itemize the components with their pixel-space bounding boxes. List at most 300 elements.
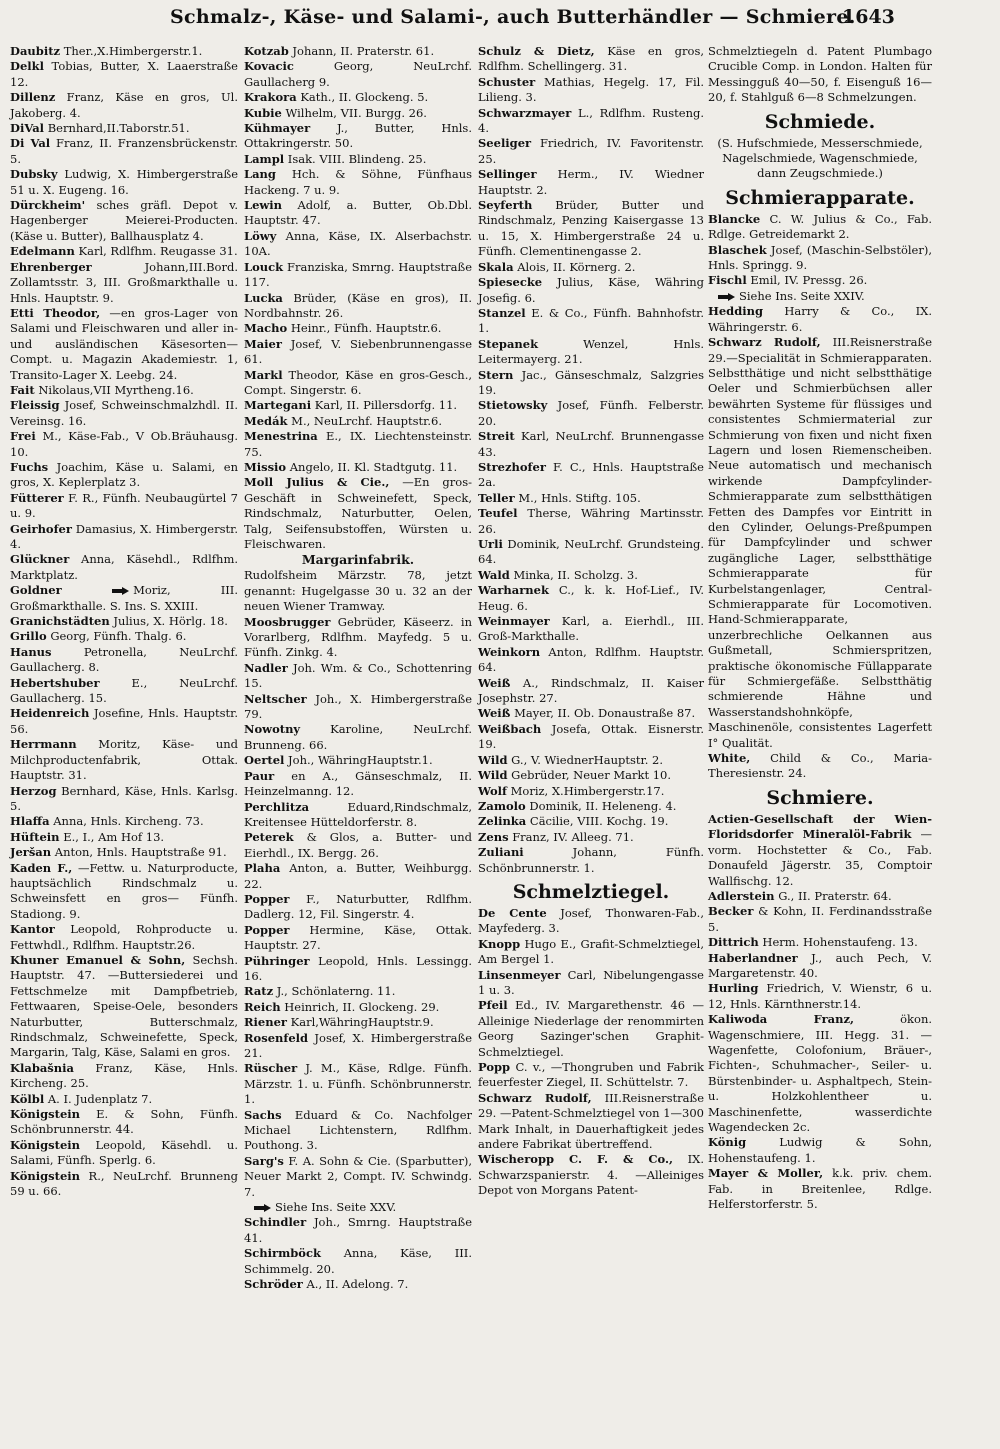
entry-name: Lampl <box>244 151 285 166</box>
directory-entry: Rudolfsheim Märzstr. 78, jetzt genannt: Hugelgasse 30 u. 32 an der neuen Wiener Tramway. <box>244 568 472 614</box>
entry-name: Glückner <box>10 552 70 567</box>
entry-text: Jac., Gänseschmalz, Salzgries 19. <box>478 367 704 397</box>
entry-name: Zamolo <box>478 798 526 813</box>
entry-name: Moll Julius & Cie., <box>244 475 390 490</box>
directory-entry <box>478 398 704 429</box>
entry-text: Dominik, NeuLrchf. Grundsteing. 64. <box>478 537 704 567</box>
entry-name: Granichstädten <box>10 614 110 629</box>
directory-entry <box>10 784 238 815</box>
entry-text: Karl, Rdlfhm. Reugasse 31. <box>78 244 238 259</box>
directory-entry <box>244 830 472 861</box>
directory-entry: Schmelztiegeln d. Patent Plumbago Crucible Comp. in London. Halten für Messingguß 40—50, f. Eisenguß 16—20, f. Stahlguß 6—8 Schmelzungen. <box>708 44 932 105</box>
entry-text: Johann, Fünfh. Schönbrunnerstr. 1. <box>478 845 704 875</box>
directory-entry <box>478 506 704 537</box>
directory-entry <box>478 368 704 399</box>
entry-text: Leopold, Hnls. Lessingg. 16. <box>244 953 472 983</box>
entry-text: Ther.,X.Himbergerstr.1. <box>63 44 203 58</box>
entry-name: König <box>708 1135 747 1150</box>
entry-name: Popper <box>244 891 290 906</box>
directory-entry <box>708 889 932 904</box>
entry-name: Fait <box>10 382 35 397</box>
entry-text: Karoline, NeuLrchf. Brunneng. 66. <box>244 722 472 752</box>
entry-text: Anna, Käsehdl., Rdlfhm. Marktplatz. <box>10 552 239 582</box>
entry-name: Peterek <box>244 830 294 845</box>
entry-text: & Glos, a. Butter- und Eierhdl., IX. Bergg. 26. <box>244 830 473 860</box>
entry-text: Josef, V. Siebenbrunnengasse 61. <box>244 336 473 367</box>
entry-text: Karl, a. Eierhdl., III. Groß-Markthalle. <box>478 614 704 644</box>
directory-entry <box>478 753 704 768</box>
entry-text: Käse en gros, Rdlfhm. Schellingerg. 31. <box>478 44 704 74</box>
entry-name: Fuchs <box>10 459 49 474</box>
directory-entry <box>244 59 472 90</box>
entry-name: Wild <box>478 752 508 767</box>
entry-text: Bernhard,II.Taborstr.51. <box>47 121 190 136</box>
directory-entry <box>10 460 238 491</box>
entry-text: C., k. k. Hof-Lief., IV. Heug. 6. <box>478 583 705 613</box>
entry-text: F. A. Sohn & Cie. (Sparbutter), Neuer Markt 2, Compt. IV. Schwindg. 7. <box>244 1153 472 1199</box>
directory-entry <box>10 398 238 429</box>
entry-name: Linsenmeyer <box>478 967 561 982</box>
entry-text: Mayer, II. Ob. Donaustraße 87. <box>514 706 696 721</box>
entry-name: Popp <box>478 1060 511 1074</box>
entry-name: Dittrich <box>708 935 759 950</box>
directory-entry <box>478 1152 704 1198</box>
entry-text: Eduard & Co. Nachfolger Michael Lichtenstern, Rdlfhm. Pouthong. 3. <box>244 1107 472 1153</box>
directory-entry <box>244 337 472 368</box>
directory-entry <box>10 1092 238 1107</box>
entry-name: Haberlandner <box>708 950 798 965</box>
directory-entry <box>244 1108 472 1154</box>
directory-entry <box>244 1015 472 1030</box>
entry-text: sches gräfl. Depot v. Hagenberger Meierei-Producten. (Käse u. Butter), Ballhausplatz 4. <box>10 198 239 243</box>
entry-text: Theodor, Käse en gros-Gesch., Compt. Singerstr. 6. <box>244 367 473 397</box>
entry-name: Geirhofer <box>10 521 72 536</box>
entry-name: Oertel <box>244 753 285 768</box>
entry-text: Bernhard, Käse, Hnls. Karlsg. 5. <box>10 783 238 813</box>
entry-text: Josefine, Hnls. Hauptstr. 56. <box>10 706 239 736</box>
entry-name: Wolf <box>478 783 507 798</box>
directory-entry <box>10 922 238 953</box>
directory-entry <box>478 937 704 968</box>
directory-entry <box>10 1107 238 1138</box>
entry-name: Dürckheim' <box>10 198 86 213</box>
directory-entry <box>244 769 472 800</box>
entry-text: Leopold, Rohproducte u. Fettwhdl., Rdlfhm. Hauptstr.26. <box>10 922 238 952</box>
directory-entry <box>244 1154 472 1200</box>
directory-entry <box>10 614 238 629</box>
entry-text: Franziska, Smrng. Hauptstraße 117. <box>244 259 473 290</box>
entry-text: Friedrich, V. Wienstr, 6 u. 12, Hnls. Kärnthnerstr.14. <box>708 981 933 1011</box>
entry-text: Siehe Ins. Seite XXIV. <box>739 288 865 303</box>
directory-entry <box>10 583 238 614</box>
entry-text: Hermine, Käse, Ottak. Hauptstr. 27. <box>244 922 473 953</box>
directory-entry <box>478 136 704 167</box>
directory-entry <box>478 260 704 275</box>
entry-text: J., Schönlaterng. 11. <box>276 984 396 999</box>
entry-name: Weiß <box>478 706 511 721</box>
directory-entry <box>10 260 238 306</box>
entry-name: Lucka <box>244 290 283 305</box>
entry-name: Weiß <box>478 675 511 690</box>
directory-entry <box>244 106 472 121</box>
directory-entry <box>478 676 704 707</box>
entry-text: Heinr., Fünfh. Hauptstr.6. <box>290 321 442 336</box>
directory-entry <box>244 260 472 291</box>
directory-entry <box>10 845 238 860</box>
entry-name: Löwy <box>244 228 277 243</box>
entry-text: Herm. Hohenstaufeng. 13. <box>762 935 918 950</box>
directory-entry <box>244 1000 472 1015</box>
directory-entry <box>478 722 704 753</box>
entry-text: E., I., Am Hof 13. <box>63 829 165 844</box>
directory-entry <box>10 522 238 553</box>
entry-name: Hurling <box>708 981 759 996</box>
entry-name: Hedding <box>708 304 764 319</box>
entry-text: Johann,III.Bord. Zollamtsstr. 3, III. Großmarkthalle u. Hnls. Hauptstr. 9. <box>10 259 238 305</box>
directory-entry <box>708 1166 932 1212</box>
entry-text: IX. Schwarzspanierstr. 4. —Alleiniges Depot von Morgans Patent- <box>478 1152 704 1198</box>
entry-text: C. v., —Thongruben und Fabrik feuerfester Ziegel, II. Schüttelstr. 7. <box>478 1060 705 1090</box>
entry-text: —Fettw. u. Naturproducte, hauptsächlich Rindschmalz u. Schweinsfett en gros— Fünfh. Stadiong. 9. <box>10 860 239 921</box>
entry-text: Ludwig & Sohn, Hohenstaufeng. 1. <box>708 1135 933 1165</box>
entry-name: Schirmböck <box>244 1246 321 1261</box>
entry-text: Therse, Währing Martinsstr. 26. <box>478 506 704 536</box>
directory-entry <box>478 968 704 999</box>
entry-text: Julius, Käse, Währing Josefig. 6. <box>478 275 704 305</box>
entry-name: White, <box>708 751 751 766</box>
entry-name: Stietowsky <box>478 398 548 413</box>
entry-name: Krakora <box>244 90 297 105</box>
entry-text: Josefa, Ottak. Eisnerstr. 19. <box>478 721 704 752</box>
directory-entry <box>478 614 704 645</box>
entry-text: Josef, X. Himbergerstraße 21. <box>244 1030 473 1060</box>
directory-entry <box>478 75 704 106</box>
entry-name: Hüftein <box>10 829 60 844</box>
entry-text: Karl,WähringHauptstr.9. <box>290 1015 434 1030</box>
directory-entry <box>708 1135 932 1166</box>
entry-text: E., NeuLrchf. Gaullacherg. 15. <box>10 675 238 706</box>
entry-text: E. & Sohn, Fünfh. Schönbrunnerstr. 44. <box>10 1107 238 1137</box>
entry-name: Rosenfeld <box>244 1030 309 1045</box>
entry-text: Sechsh. Hauptstr. 47. —Buttersiederei und Fettschmelze mit Dampfbetrieb, Fettwaaren, Speise-Oele, besonders Naturbutter, Butterschmalz, Rindschmalz, Schweinefette, Speck, Margarin, Talg, Käse, Salami en gros. <box>10 952 238 1060</box>
entry-name: Adlerstein <box>708 888 775 903</box>
directory-entry <box>478 275 704 306</box>
entry-name: Schröder <box>244 1277 303 1292</box>
entry-name: Kantor <box>10 922 55 937</box>
entry-name: Rüscher <box>244 1061 298 1076</box>
entry-text: Wenzel, Hnls. Leitermayerg. 21. <box>478 336 705 367</box>
entry-name: Weinmayer <box>478 614 550 629</box>
directory-entry <box>10 830 238 845</box>
entry-text: Kath., II. Glockeng. 5. <box>300 90 429 105</box>
directory-entry <box>244 475 472 552</box>
entry-text: Damasius, X. Himbergerstr. 4. <box>10 521 239 551</box>
entry-name: Königstein <box>10 1168 81 1183</box>
entry-name: Delkl <box>10 59 44 74</box>
entry-name: Daubitz <box>10 44 61 58</box>
entry-text: Anna, Käse, IX. Alserbachstr. 10A. <box>244 228 472 259</box>
directory-entry <box>244 954 472 985</box>
directory-entry <box>708 904 932 935</box>
directory-entry <box>478 784 704 799</box>
entry-name: Schwarzmayer <box>478 105 572 120</box>
directory-entry <box>478 645 704 676</box>
entry-text: Anna, Hnls. Kircheng. 73. <box>53 814 204 829</box>
section-heading: Schmiede. <box>764 110 876 133</box>
entry-text: Joachim, Käse u. Salami, en gros, X. Keplerplatz 3. <box>10 459 238 490</box>
directory-entry <box>10 306 238 383</box>
section-note: (S. Hufschmiede, Messerschmiede, Nagelschmiede, Wagenschmiede, dann Zeugschmiede.) <box>717 135 923 181</box>
entry-name: Paur <box>244 768 275 783</box>
entry-name: Edelmann <box>10 244 75 259</box>
entry-text: Ludwig, X. Himbergerstraße 51 u. X. Eugeng. 16. <box>10 167 239 197</box>
pointing-hand-icon <box>718 293 736 301</box>
directory-entry <box>708 981 932 1012</box>
entry-text: F. R., Fünfh. Neubaugürtel 7 u. 9. <box>10 490 238 521</box>
entry-name: Goldner <box>10 583 113 598</box>
entry-name: Perchlitza <box>244 799 310 814</box>
entry-text: Gebrüder, Neuer Markt 10. <box>511 768 672 783</box>
entry-text: L., Rdlfhm. Rusteng. 4. <box>478 105 704 136</box>
directory-entry <box>478 906 704 937</box>
entry-name: Louck <box>244 259 284 274</box>
entry-name: Di Val <box>10 136 51 151</box>
entry-text: —en gros-Lager von Salami und Fleischwaren und aller in- und ausländischen Käsesorten—Compt. u. Magazin Akademiestr. 1, Transito-Lager X. Leebg. 24. <box>10 305 239 382</box>
entry-text: A., II. Adelong. 7. <box>306 1277 409 1292</box>
entry-text: Georg, Fünfh. Thalg. 6. <box>50 629 187 644</box>
entry-name: Weinkorn <box>478 644 541 659</box>
entry-name: Stern <box>478 367 514 382</box>
entry-name: Nowotny <box>244 722 301 737</box>
entry-name: Herzog <box>10 783 57 798</box>
entry-name: Stanzel <box>478 305 526 320</box>
entry-text: Cäcilie, VIII. Kochg. 19. <box>529 814 669 829</box>
entry-name: Weißbach <box>478 721 542 736</box>
directory-entry <box>10 706 238 737</box>
entry-text: Joh., WähringHauptstr.1. <box>288 753 433 768</box>
directory-entry <box>244 167 472 198</box>
entry-text: J., auch Pech, V. Margaretenstr. 40. <box>708 950 932 980</box>
directory-entry <box>244 460 472 475</box>
entry-text: Josef, (Maschin-Selbstöler), Hnls. Springg. 9. <box>708 242 933 273</box>
directory-entry <box>244 121 472 152</box>
entry-text: Franz, IV. Alleeg. 71. <box>512 829 634 844</box>
entry-text: Julius, X. Hörlg. 18. <box>113 614 228 629</box>
entry-name: Pühringer <box>244 953 310 968</box>
entry-name: Neltscher <box>244 691 307 706</box>
directory-entry <box>478 198 704 260</box>
directory-entry <box>244 198 472 229</box>
entry-text: ökon. Wagenschmiere, III. Hegg. 31. —Wagenfette, Colofonium, Bräuer-, Fichten-, Schuhmacher-, Seiler- u. Bürstenbinder- u. Asphaltpech, Stein- u. Holzkohlentheer u. Maschinenfette, wasserdichte Wagendecken 2c. <box>708 1012 933 1134</box>
entry-name: Pfeil <box>478 998 508 1013</box>
entry-name: Knopp <box>478 936 521 951</box>
directory-entry <box>10 429 238 460</box>
entry-name: Martegani <box>244 398 312 413</box>
entry-text: Anna, Käse, III. Schimmelg. 20. <box>244 1246 472 1276</box>
entry-name: Zuliani <box>478 845 524 860</box>
directory-entry <box>10 244 238 259</box>
entry-name: Mayer & Moller, <box>708 1166 824 1181</box>
directory-entry <box>244 800 472 831</box>
entry-text: Mathias, Hegelg. 17, Fil. Lilieng. 3. <box>478 74 704 105</box>
entry-name: Klabašnia <box>10 1060 74 1075</box>
entry-text: k.k. priv. chem. Fab. in Breitenlee, Rdlge. Helferstorferstr. 5. <box>708 1166 932 1212</box>
running-head: Schmalz-, Käse- und Salami-, auch Butterhändler — Schmiere. <box>170 6 856 28</box>
directory-entry <box>478 583 704 614</box>
entry-name: Wald <box>478 567 510 582</box>
directory-entry <box>10 629 238 644</box>
directory-entry <box>10 1169 238 1200</box>
directory-entry <box>244 661 472 692</box>
entry-text: G., II. Praterstr. 64. <box>778 888 892 903</box>
entry-name: Medák <box>244 413 288 428</box>
entry-name: Fleissig <box>10 398 60 413</box>
directory-entry <box>10 491 238 522</box>
directory-entry <box>478 830 704 845</box>
entry-text: Tobias, Butter, X. Laaerstraße 12. <box>10 59 238 89</box>
entry-text: Anton, Rdlfhm. Hauptstr. 64. <box>478 644 704 675</box>
entry-name: Nadler <box>244 660 288 675</box>
entry-name: Menestrina <box>244 429 318 444</box>
entry-name: Heidenreich <box>10 706 90 721</box>
directory-entry <box>10 861 238 923</box>
entry-name: Teufel <box>478 506 518 521</box>
entry-text: Josef, Thonwaren-Fab., Mayfederg. 3. <box>478 905 704 936</box>
entry-text: Carl, Nibelungengasse 1 u. 3. <box>478 967 704 997</box>
directory-entry <box>708 935 932 950</box>
entry-name: Plaha <box>244 861 281 876</box>
directory-entry <box>478 768 704 783</box>
entry-text: Leopold, Käsehdl. u. Salami, Fünfh. Sperlg. 6. <box>10 1137 238 1168</box>
entry-text: Anton, Hnls. Hauptstraße 91. <box>54 845 227 860</box>
entry-name: Ehrenberger <box>10 259 92 274</box>
directory-entry <box>244 229 472 260</box>
entry-text: Karl, NeuLrchf. Brunnengasse 43. <box>478 429 704 459</box>
entry-text: R., NeuLrchf. Brunneng 59 u. 66. <box>10 1168 238 1199</box>
directory-entry <box>10 953 238 1061</box>
entry-name: Skala <box>478 259 514 274</box>
directory-entry <box>244 923 472 954</box>
directory-entry <box>244 44 472 59</box>
directory-entry <box>708 304 932 335</box>
directory-entry <box>478 44 704 75</box>
entry-text: III.Reisnerstraße 29.—Specialität in Schmierapparaten. Selbstthätige und nicht selbstthätige Oeler und Schmierbüchsen aller bewährten Systeme für flüssiges und consistentes Schmiermaterial zur Schmierung von fixen und nicht fixen Lagern und losen Riemenscheiben. Neue automatisch und mechanisch wirkende Dampfcylinder-Schmierapparate zum selbstthätigen Fetten des Dampfes vor Eintritt in den Cylinder, Oelungs-Preßpumpen für Dampfcylinder und schwer zugängliche Lager, selbstthätige Schmierapparate für Kurbelstangenlager, Central-Schmierapparate für Locomotiven. Hand-Schmierapparate, unzerbrechliche Oelkannen aus Gußmetall, Schmierspritzen, praktische ökonomische Füllapparate für Schmiergefäße. Selbstthätig schmierende Hähne und Wasserstandshohnköpfe, Maschinenöle, consistentes Lagerfett I° Qualität. <box>708 335 932 750</box>
entry-text: Brüder, (Käse en gros), II. Nordbahnstr. 26. <box>244 290 472 320</box>
pointing-hand-icon <box>254 1204 272 1212</box>
directory-entry <box>10 676 238 707</box>
entry-text: Ed., IV. Margarethenstr. 46 —Alleinige Niederlage der renommirten Georg Sazinger'schen Graphit-Schmelztiegel. <box>478 998 704 1059</box>
entry-text: Franz, Käse en gros, Ul. Jakoberg. 4. <box>10 90 239 120</box>
directory-entry <box>478 814 704 829</box>
directory-entry <box>478 845 704 876</box>
directory-entry <box>478 568 704 583</box>
entry-text: Petronella, NeuLrchf. Gaullacherg. 8. <box>10 644 239 675</box>
entry-text: Nikolaus,VII Myrtheng.16. <box>38 382 194 397</box>
entry-name: Actien-Gesellschaft der Wien-Floridsdorfer Mineralöl-Fabrik <box>708 811 932 842</box>
directory-entry <box>10 121 238 136</box>
entry-name: Kühmayer <box>244 121 311 136</box>
entry-text: Anton, a. Butter, Weihburgg. 22. <box>244 861 472 891</box>
entry-name: Königstein <box>10 1107 81 1122</box>
entry-name: Etti Theodor, <box>10 305 101 320</box>
entry-name: Kaden F., <box>10 860 73 875</box>
entry-text: M., NeuLrchf. Hauptstr.6. <box>291 413 442 428</box>
entry-text: Johann, II. Praterstr. 61. <box>292 44 435 58</box>
page-number: 1643 <box>842 6 895 28</box>
column-3 <box>478 44 704 1199</box>
entry-name: Riener <box>244 1015 287 1030</box>
entry-text: M., Käse-Fab., V Ob.Bräuhausg. 10. <box>10 429 238 459</box>
entry-text: Georg, NeuLrchf. Gaullacherg 9. <box>244 59 473 89</box>
entry-name: Schwarz Rudolf, <box>708 335 821 350</box>
directory-entry <box>244 1061 472 1107</box>
entry-text: Hugo E., Grafit-Schmelztiegel, Am Bergel 1. <box>478 936 705 967</box>
directory-entry <box>10 198 238 244</box>
entry-text: Moriz, III. Großmarkthalle. S. Ins. S. XXIII. <box>10 583 238 613</box>
directory-entry <box>244 1215 472 1246</box>
directory-entry <box>478 998 704 1060</box>
directory-entry <box>10 44 238 59</box>
directory-entry <box>244 414 472 429</box>
entry-text: Moritz, Käse- und Milchproductenfabrik, Ottak. Hauptstr. 31. <box>10 737 238 783</box>
entry-name: Streit <box>478 429 515 444</box>
directory-entry <box>478 429 704 460</box>
entry-text: Adolf, a. Butter, Ob.Dbl. Hauptstr. 47. <box>244 198 473 228</box>
entry-text: Harry & Co., IX. Währingerstr. 6. <box>708 304 932 334</box>
pointing-hand-icon <box>112 587 130 595</box>
entry-name: Zelinka <box>478 814 527 829</box>
directory-entry <box>244 1277 472 1292</box>
entry-text: Emil, IV. Pressg. 26. <box>750 273 868 288</box>
entry-name: Kotzab <box>244 44 289 58</box>
entry-name: Zens <box>478 829 509 844</box>
directory-entry <box>478 706 704 721</box>
entry-name: Fütterer <box>10 490 64 505</box>
entry-name: Wischeropp C. F. & Co., <box>478 1152 673 1167</box>
directory-entry <box>708 1012 932 1135</box>
entry-name: Urli <box>478 537 503 551</box>
entry-text: F. C., Hnls. Hauptstraße 2a. <box>478 459 704 490</box>
entry-text: Wilhelm, VII. Burgg. 26. <box>285 105 427 120</box>
entry-name: Kölbl <box>10 1091 45 1106</box>
entry-text: Franz, Käse, Hnls. Kircheng. 25. <box>10 1060 239 1091</box>
directory-entry <box>244 368 472 399</box>
directory-entry <box>478 106 704 137</box>
directory-entry <box>244 722 472 753</box>
entry-name: Warharnek <box>478 583 549 598</box>
entry-name: De Cente <box>478 905 547 920</box>
entry-name: Ratz <box>244 984 274 999</box>
entry-text: Joh. Wm. & Co., Schottenring 15. <box>244 660 472 691</box>
entry-name: Fischl <box>708 273 747 288</box>
entry-name: Becker <box>708 904 754 919</box>
directory-entry <box>10 814 238 829</box>
directory-entry <box>10 383 238 398</box>
directory-entry <box>478 1060 704 1091</box>
entry-text: III.Reisnerstraße 29. —Patent-Schmelztiegel von 1—300 Mark Inhalt, in Dauerhaftigkeit jedes andere Fabrikat übertreffend. <box>478 1090 704 1152</box>
directory-entry <box>708 951 932 982</box>
directory-entry <box>244 1246 472 1277</box>
directory-entry <box>478 537 704 568</box>
entry-text: Child & Co., Maria-Theresienstr. 24. <box>708 751 932 781</box>
entry-name: Seyferth <box>478 198 533 213</box>
entry-text: A. I. Judenplatz 7. <box>47 1091 153 1106</box>
directory-entry <box>244 892 472 923</box>
entry-text: Minka, II. Scholzg. 3. <box>513 567 638 582</box>
entry-name: Sellinger <box>478 167 537 182</box>
sub-heading: Margarinfabrik. <box>301 552 415 568</box>
directory-entry <box>10 90 238 121</box>
